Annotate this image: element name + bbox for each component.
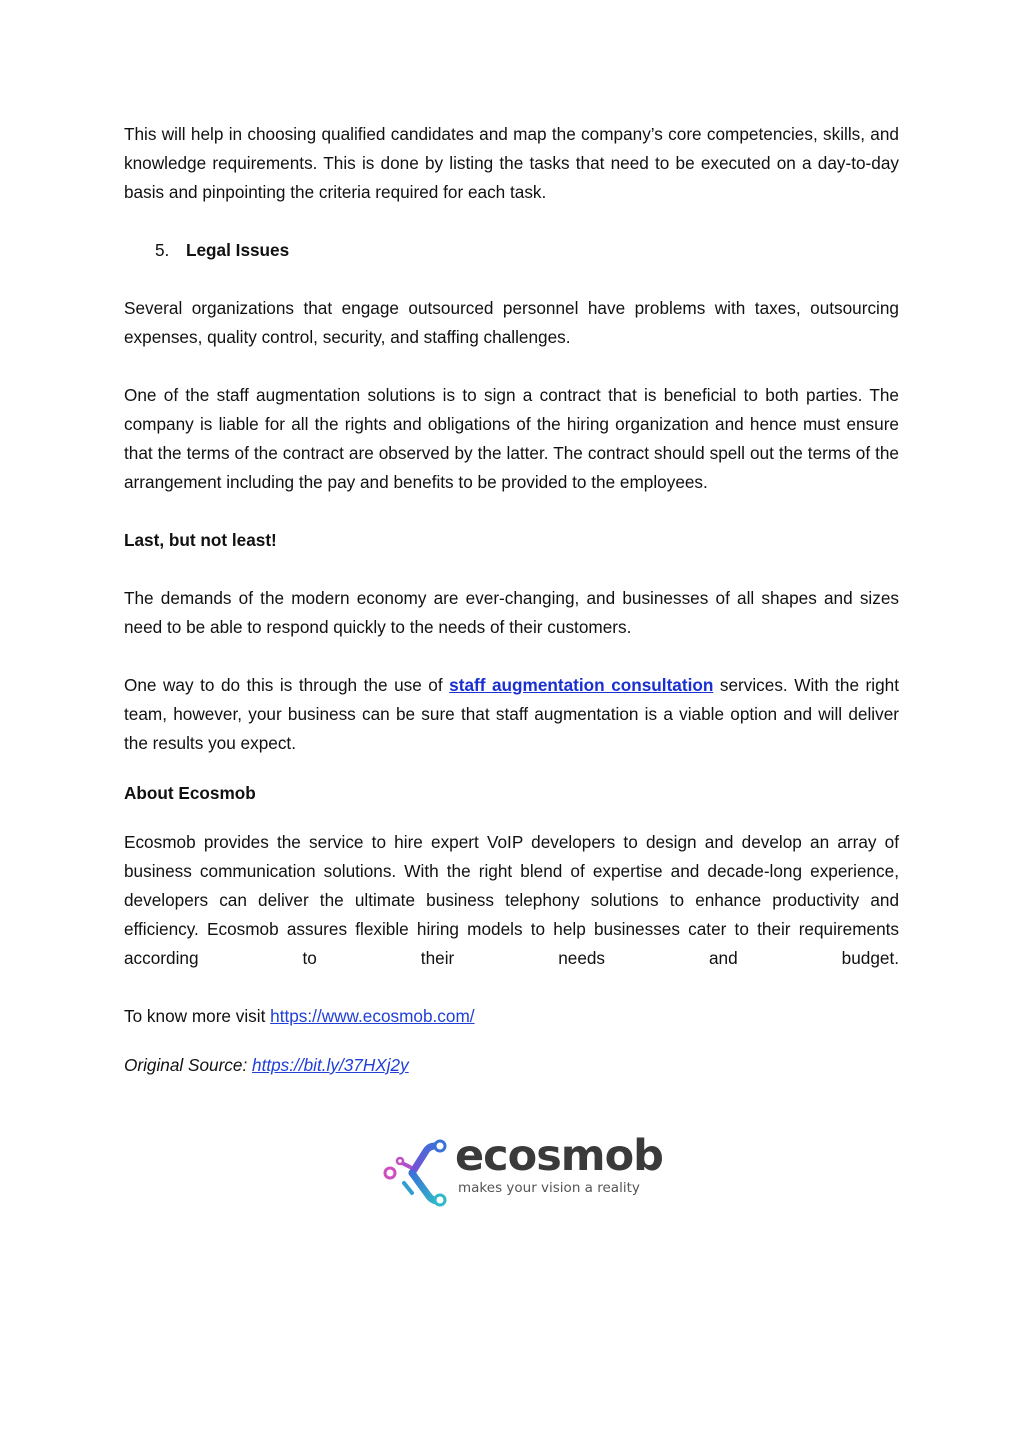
list-number: 5.: [155, 240, 170, 260]
staff-augmentation-consultation-link[interactable]: staff augmentation consultation: [449, 675, 714, 695]
paragraph-text-before-link: One way to do this is through the use of: [124, 675, 450, 695]
paragraph-competencies: This will help in choosing qualified candidates and map the company’s core competencies, skills, and knowledge requirements. This is done by listing the tasks that need to be executed on a day-to-day basis and pinpointing the criteria required for each task.: [124, 124, 899, 202]
paragraph-contract: One of the staff augmentation solutions is to sign a contract that is beneficial to both parties. The company is liable for all the rights and obligations of the hiring organization and hence must ensure that the terms of the contract are observed by the latter. The contract should spell out the terms of the arrangement including the pay and benefits to be provided to the employees.: [124, 385, 899, 492]
ecosmob-tagline: makes your vision a reality: [458, 1180, 640, 1196]
paragraph-modern-economy: The demands of the modern economy are ever-changing, and businesses of all shapes and sizes need to be able to respond quickly to the needs of their customers.: [124, 588, 899, 637]
paragraph-original-source: [124, 1051, 899, 1080]
know-more-label: To know more visit: [124, 1006, 271, 1026]
heading-about-ecosmob: About Ecosmob: [124, 783, 256, 803]
document-body: [124, 120, 899, 1080]
heading-last-but-not-least: Last, but not least!: [124, 530, 277, 550]
paragraph-text-after-link: services. With the right team, however, your business can be sure that staff augmentation is a viable option and will deliver the results you expect.: [124, 675, 899, 753]
original-source-link[interactable]: https://bit.ly/37HXj2y: [252, 1055, 409, 1075]
ecosmob-logo-mark-icon: [382, 1137, 448, 1207]
paragraph-organizations: Several organizations that engage outsourced personnel have problems with taxes, outsourcing expenses, quality control, security, and staffing challenges.: [124, 298, 899, 347]
paragraph-about-ecosmob: Ecosmob provides the service to hire expert VoIP developers to design and develop an array of business communication solutions. With the right blend of expertise and decade-long experience, developers can deliver the ultimate business telephony solutions to enhance productivity and efficiency. Ecosmob assures flexible hiring models to help businesses cater to their requirements according to their needs and budget.: [124, 832, 899, 968]
list-heading-legal-issues: Legal Issues: [186, 240, 290, 260]
ecosmob-website-link[interactable]: https://www.ecosmob.com/: [270, 1006, 475, 1026]
ecosmob-logo: [382, 1131, 663, 1207]
paragraph-staff-augmentation: [124, 671, 899, 758]
paragraph-know-more: [124, 1002, 899, 1031]
list-item-legal-issues: [124, 236, 899, 265]
original-source-label: Original Source:: [124, 1055, 253, 1075]
ecosmob-wordmark: ecosmob: [455, 1131, 663, 1181]
